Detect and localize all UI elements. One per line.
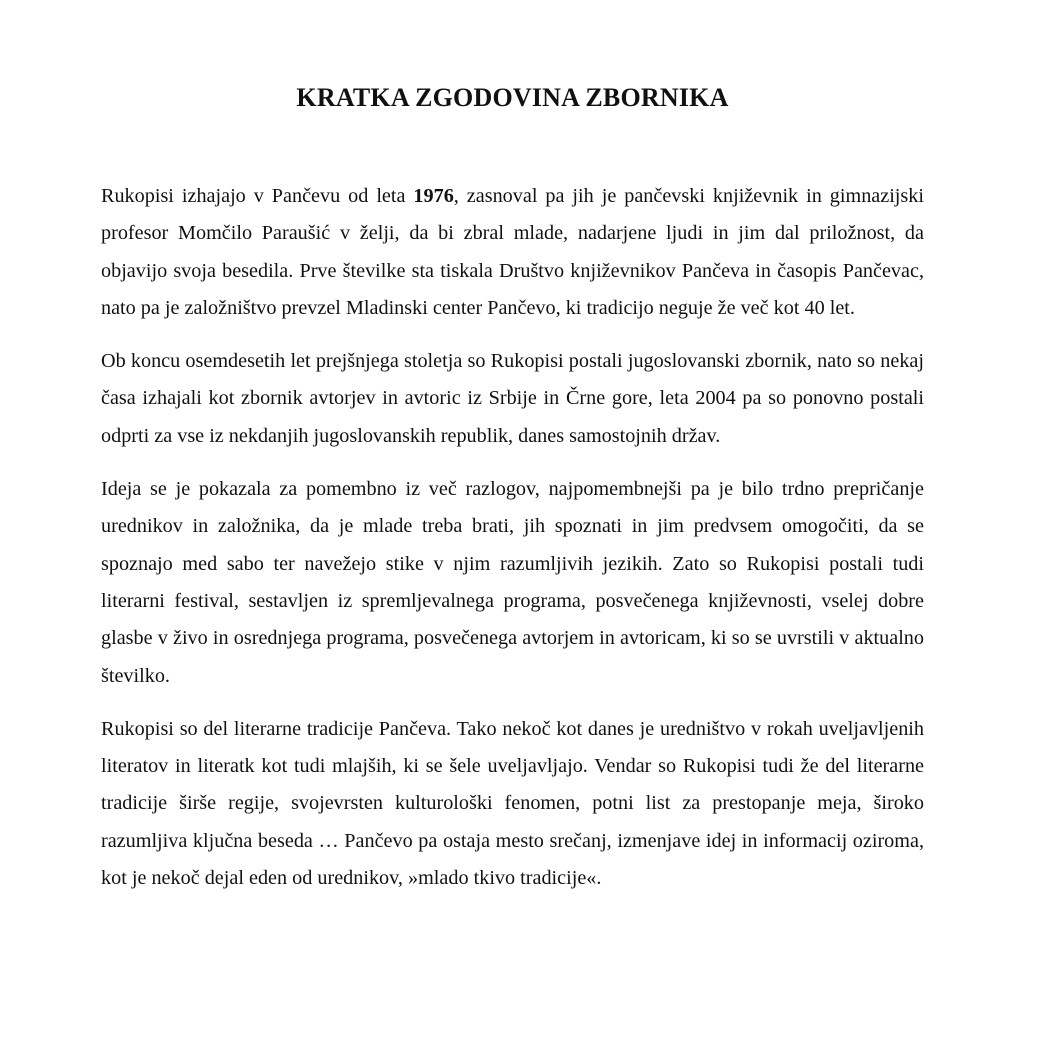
document-title: KRATKA ZGODOVINA ZBORNIKA [296,83,729,112]
paragraph-yugoslav-era: Ob koncu osemdesetih let prejšnjega stoletja so Rukopisi postali jugoslovanski zbornik, nato so nekaj časa izhajali kot zbornik avtorjev in avtoric iz Srbije in Črne gore, leta 2004 pa so ponovno postali odprti za vse iz nekdanjih jugoslovanskih republik, danes samostojnih držav. [101,350,924,447]
document-page [101,80,924,913]
founding-year: 1976 [413,185,454,207]
paragraph-rest-text: , zasnoval pa jih je pančevski književnik in gimnazijski profesor Momčilo Paraušić v želji, da bi zbral mlade, nadarjene ljudi in jim dal priložnost, da objavijo svoja besedila. Prve številke sta tiskala Društvo književnikov Pančeva in časopis Pančevac, nato pa je založništvo prevzel Mladinski center Pančevo, ki tradicijo neguje že več kot 40 let. [101,185,924,319]
paragraph-idea-festival: Ideja se je pokazala za pomembno iz več razlogov, najpomembnejši pa je bilo trdno prepričanje urednikov in založnika, da je mlade treba brati, jih spoznati in jim predvsem omogočiti, da se spoznajo med sabo ter navežejo stike v njim razumljivih jezikih. Zato so Rukopisi postali tudi literarni festival, sestavljen iz spremljevalnega programa, posvečenega književnosti, vselej dobre glasbe v živo in osrednjega programa, posvečenega avtorjem in avtoricam, ki so se uvrstili v aktualno številko. [101,478,924,687]
paragraph-tradition: Rukopisi so del literarne tradicije Pančeva. Tako nekoč kot danes je uredništvo v rokah uveljavljenih literatov in literatk kot tudi mlajših, ki se šele uveljavljajo. Vendar so Rukopisi tudi že del literarne tradicije širše regije, svojevrsten kulturološki fenomen, potni list za prestopanje meja, široko razumljiva ključna beseda … Pančevo pa ostaja mesto srečanj, izmenjave idej in informacij oziroma, kot je nekoč dejal eden od urednikov, »mlado tkivo tradicije«. [101,717,924,890]
paragraph-history-origin [101,178,924,327]
paragraph-lead-text: Rukopisi izhajajo v Pančevu od leta [101,185,414,207]
